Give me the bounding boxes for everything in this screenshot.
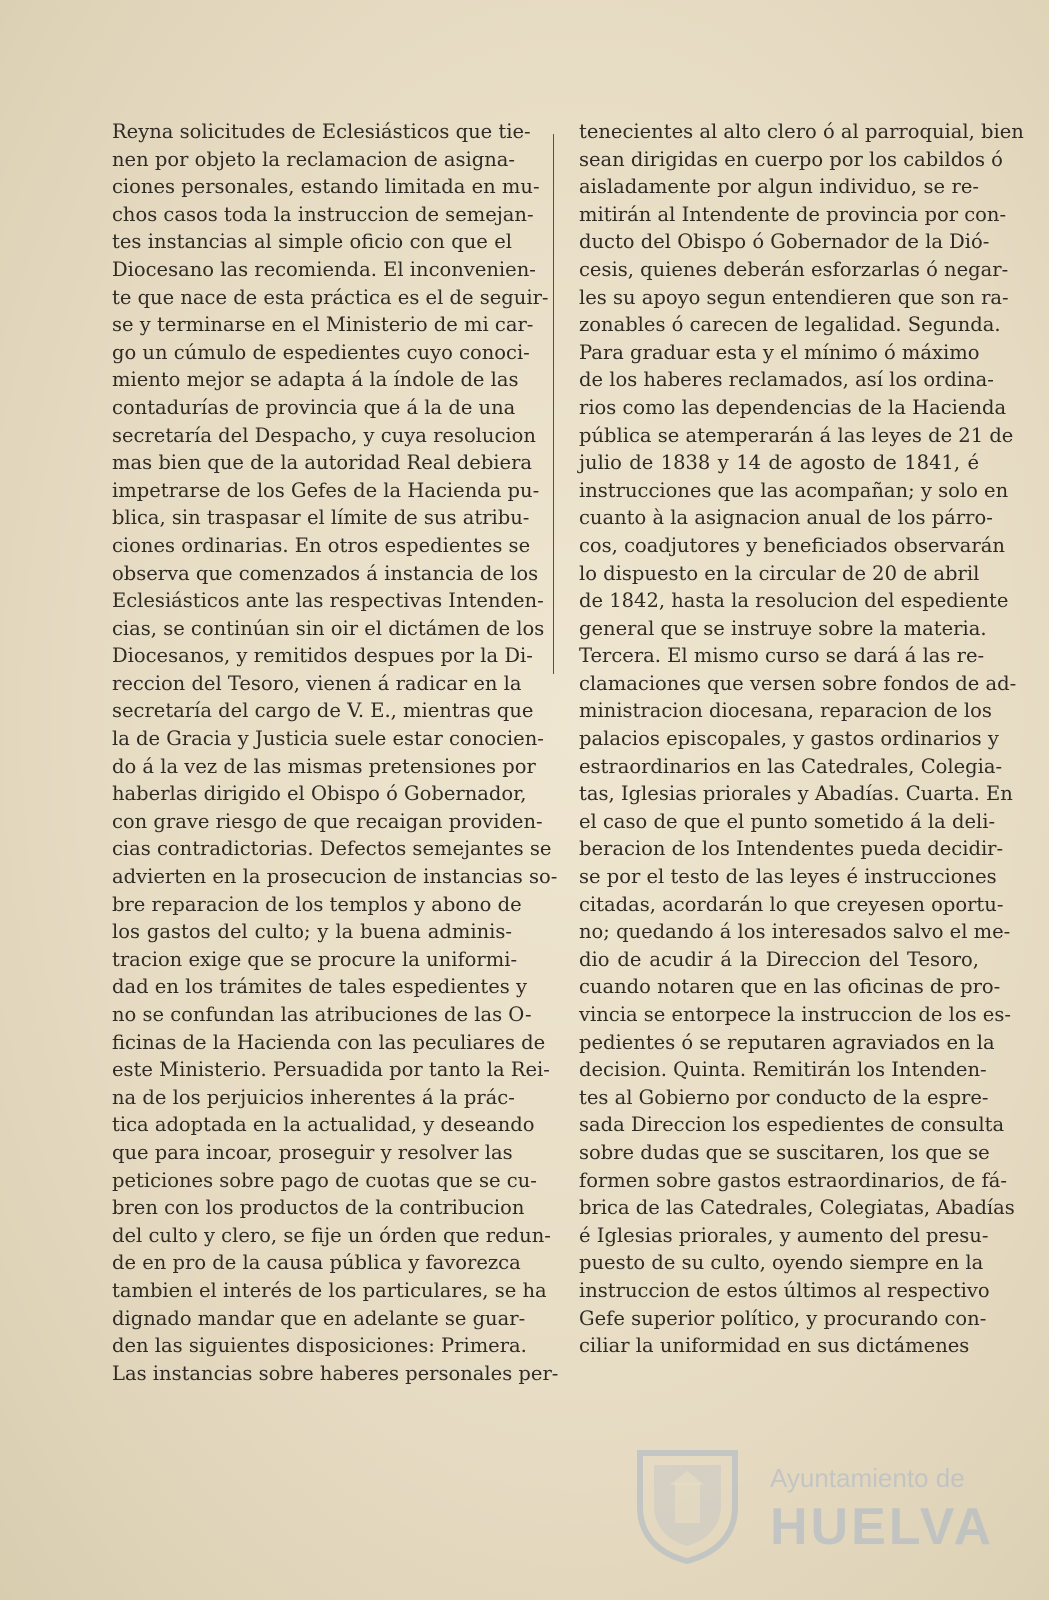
text-line: zonables ó carecen de legalidad. Segunda.: [579, 313, 1001, 337]
text-line: contadurías de provincia que á la de una: [112, 395, 516, 419]
text-line: reccion del Tesoro, vienen á radicar en la: [112, 671, 522, 695]
text-line: aisladamente por algun individuo, se re-: [579, 175, 979, 199]
text-line: lo dispuesto en la circular de 20 de abril: [579, 561, 980, 585]
text-line: dignado mandar que en adelante se guar-: [112, 1306, 526, 1330]
text-line: cuando notaren que en las oficinas de pro-: [579, 975, 1001, 999]
text-line: peticiones sobre pago de cuotas que se cu-: [112, 1168, 537, 1192]
text-line: miento mejor se adapta á la índole de las: [112, 368, 519, 392]
text-line: de en pro de la causa pública y favorezca: [112, 1251, 521, 1275]
watermark: [630, 1445, 995, 1565]
watermark-line-2: HUELVA: [770, 1498, 995, 1556]
text-line: go un cúmulo de espedientes cuyo conoci-: [112, 340, 530, 364]
text-line: no; quedando á los interesados salvo el me-: [579, 920, 1011, 944]
text-line: los gastos del culto; y la buena adminis-: [112, 920, 512, 944]
text-line: nen por objeto la reclamacion de asigna-: [112, 147, 516, 171]
text-line: ministracion diocesana, reparacion de los: [579, 699, 992, 723]
text-line: advierten en la prosecucion de instancias so-: [112, 865, 558, 889]
text-line: ciones personales, estando limitada en mu-: [112, 175, 540, 199]
text-line: rios como las dependencias de la Hacienda: [579, 395, 1007, 419]
text-line: Las instancias sobre haberes personales per-: [112, 1361, 559, 1385]
text-line: chos casos toda la instruccion de semejan-: [112, 202, 534, 226]
text-line: brica de las Catedrales, Colegiatas, Abadías: [579, 1196, 1015, 1220]
text-line: tes al Gobierno por conducto de la espre-: [579, 1085, 989, 1109]
text-line: julio de 1838 y 14 de agosto de 1841, é: [579, 451, 979, 475]
text-line: sobre dudas que se suscitaren, los que se: [579, 1140, 990, 1164]
text-line: se y terminarse en el Ministerio de mi car-: [112, 313, 534, 337]
text-line: ficinas de la Hacienda con las peculiares de: [112, 1030, 546, 1054]
text-line: pública se atemperarán á las leyes de 21 de: [579, 423, 1014, 447]
text-line: citadas, acordarán lo que creyesen oportu-: [579, 892, 1004, 916]
text-line: ducto del Obispo ó Gobernador de la Dió-: [579, 230, 990, 254]
text-line: den las siguientes disposiciones: Primera.: [112, 1334, 527, 1358]
text-line: mas bien que de la autoridad Real debiera: [112, 451, 533, 475]
text-line: cesis, quienes deberán esforzarlas ó negar-: [579, 257, 1009, 281]
text-line: Diocesanos, y remitidos despues por la Di-: [112, 644, 533, 668]
text-line: puesto de su culto, oyendo siempre en la: [579, 1251, 984, 1275]
text-line: el caso de que el punto sometido á la deli-: [579, 809, 996, 833]
watermark-line-1: Ayuntamiento de: [770, 1463, 965, 1493]
text-line: observa que comenzados á instancia de los: [112, 561, 539, 585]
text-line: decision. Quinta. Remitirán los Intenden-: [579, 1058, 987, 1082]
text-line: instruccion de estos últimos al respectivo: [579, 1278, 990, 1302]
text-line: Gefe superior político, y procurando con-: [579, 1306, 987, 1330]
text-line: do á la vez de las mismas pretensiones por: [112, 754, 536, 778]
text-line: haberlas dirigido el Obispo ó Gobernador,: [112, 782, 527, 806]
text-line: palacios episcopales, y gastos ordinarios y: [579, 727, 999, 751]
text-line: instrucciones que las acompañan; y solo en: [579, 478, 1009, 502]
text-line: Para graduar esta y el mínimo ó máximo: [579, 340, 980, 364]
text-line: la de Gracia y Justicia suele estar conocien-: [112, 727, 544, 751]
text-line: tica adoptada en la actualidad, y deseando: [112, 1113, 535, 1137]
text-line: cuanto à la asignacion anual de los párro-: [579, 506, 993, 530]
text-line: Eclesiásticos ante las respectivas Intenden-: [112, 589, 544, 613]
right-text-column: [579, 118, 1024, 1360]
text-line: ciliar la uniformidad en sus dictámenes: [579, 1334, 970, 1358]
text-line: vincia se entorpece la instruccion de los es-: [579, 1003, 1011, 1026]
text-line: ciones ordinarias. En otros espedientes se: [112, 533, 531, 557]
text-line: formen sobre gastos estraordinarios, de fá-: [579, 1168, 1007, 1192]
text-line: secretaría del cargo de V. E., mientras que: [112, 699, 534, 723]
text-line: dad en los trámites de tales espedientes y: [112, 975, 528, 999]
text-line: te que nace de esta práctica es el de seguir-: [112, 285, 549, 309]
text-line: sada Direccion los espedientes de consulta: [579, 1113, 1005, 1137]
text-line: del culto y clero, se fije un órden que redun-: [112, 1223, 551, 1247]
text-line: de los haberes reclamados, así los ordina-: [579, 368, 994, 392]
text-line: Diocesano las recomienda. El inconvenien-: [112, 257, 536, 281]
text-line: cias contradictorias. Defectos semejantes se: [112, 837, 552, 861]
text-line: estraordinarios en las Catedrales, Colegia-: [579, 754, 1003, 778]
text-line: dio de acudir á la Direccion del Tesoro,: [579, 947, 979, 971]
text-line: Reyna solicitudes de Eclesiásticos que tie-: [112, 120, 531, 143]
text-line: bre reparacion de los templos y abono de: [112, 892, 522, 916]
text-line: con grave riesgo de que recaigan providen-: [112, 809, 543, 833]
text-line: tas, Iglesias priorales y Abadías. Cuarta. En: [579, 782, 1013, 806]
text-line: tambien el interés de los particulares, se ha: [112, 1278, 547, 1302]
text-line: de 1842, hasta la resolucion del espediente: [579, 589, 1009, 613]
text-line: pedientes ó se reputaren agraviados en la: [579, 1030, 995, 1054]
column-divider: [553, 134, 554, 674]
text-line: se por el testo de las leyes é instrucciones: [579, 865, 997, 889]
text-line: bren con los productos de la contribucion: [112, 1196, 525, 1220]
text-line: cias, se continúan sin oir el dictámen de los: [112, 616, 545, 640]
text-line: tracion exige que se procure la uniformi-: [112, 947, 518, 971]
text-line: blica, sin traspasar el límite de sus atribu-: [112, 506, 530, 530]
text-line: este Ministerio. Persuadida por tanto la Rei-: [112, 1058, 550, 1082]
text-line: beracion de los Intendentes pueda decidir-: [579, 837, 1004, 861]
text-line: que para incoar, proseguir y resolver las: [112, 1140, 513, 1164]
text-line: sean dirigidas en cuerpo por los cabildos ó: [579, 147, 1003, 171]
text-line: no se confundan las atribuciones de las O-: [112, 1003, 532, 1026]
text-line: secretaría del Despacho, y cuya resolucion: [112, 423, 536, 447]
text-line: impetrarse de los Gefes de la Hacienda pu-: [112, 478, 540, 502]
text-line: mitirán al Intendente de provincia por con-: [579, 202, 1007, 226]
text-line: é Iglesias priorales, y aumento del presu-: [579, 1223, 989, 1247]
left-text-column: [112, 118, 559, 1387]
text-line: general que se instruye sobre la materia.: [579, 616, 987, 640]
coat-of-arms-icon: [630, 1445, 745, 1565]
text-line: tes instancias al simple oficio con que el: [112, 230, 512, 254]
text-line: tenecientes al alto clero ó al parroquial, bien: [579, 120, 1024, 143]
text-line: les su apoyo segun entendieren que son ra-: [579, 285, 1009, 309]
text-line: cos, coadjutores y beneficiados observarán: [579, 533, 1005, 557]
text-line: clamaciones que versen sobre fondos de ad-: [579, 671, 1017, 695]
text-line: na de los perjuicios inherentes á la prác-: [112, 1085, 515, 1109]
text-line: Tercera. El mismo curso se dará á las re-: [579, 644, 985, 668]
